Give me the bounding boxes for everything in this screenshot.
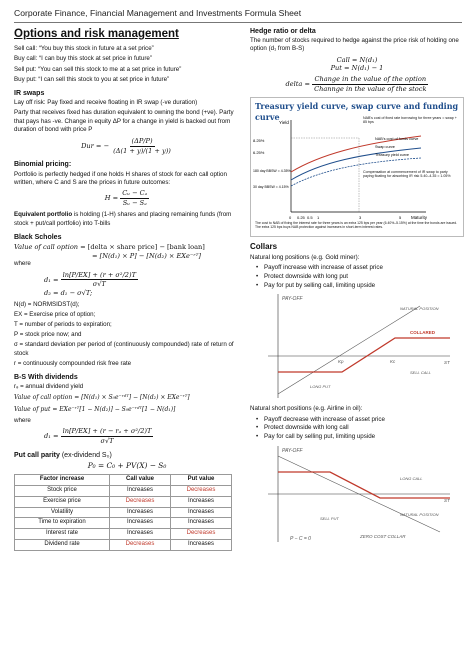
svg-text:P − C = 0: P − C = 0 (290, 535, 311, 542)
svg-text:COLLARED: COLLARED (410, 330, 435, 336)
table-row (15, 540, 232, 551)
option-type-list (14, 45, 240, 84)
bs-div-call: Value of call option = [N(d₁) × S₀e⁻ʳᵈᵀ] − [N(d₂) × EXe⁻ʳᵀ] (14, 394, 190, 402)
equiv-portfolio: Equivalent portfolio is holding (1-H) shares and placing remaining funds (from stock + put/call portfolio) into T-bills (14, 211, 232, 227)
d1-div-formula: d₁ = $\frac{\text{ln[P/EX] + (r − rₔ + σ²/2)T}}{\sigma√T}$ (44, 427, 152, 446)
bs-heading: Black Scholes (14, 233, 62, 241)
svg-text:NATURAL POSITION: NATURAL POSITION (400, 511, 439, 517)
d1-formula: d₁ = $\frac{\text{ln[P/EX] + (r + σ²/2)T}}{\sigma√T}$ (44, 270, 136, 289)
short-collar-sketch (250, 442, 464, 546)
yield-curve-figure (250, 97, 464, 237)
svg-text:ST: ST (444, 360, 450, 366)
factor-cell: Time to expiration (15, 518, 110, 529)
effect-cell: Decreases (170, 485, 231, 496)
effect-cell: Increases (170, 540, 231, 551)
bs-div-heading: B-S With dividends (14, 373, 78, 381)
hedge-heading: Hedge ratio or delta (250, 28, 316, 35)
svg-text:NATURAL POSITION: NATURAL POSITION (400, 306, 439, 312)
x-axis-label: Maturity (411, 215, 428, 221)
bs-div-put: Value of put = EXe⁻ʳᵀ[1 − N(d₂)] − S₀e⁻ʳᵈᵀ[1 − N(d₁)] (14, 406, 176, 414)
effect-cell: Increases (110, 507, 171, 518)
x-tick: 5 (399, 215, 402, 221)
effect-cell: Increases (170, 507, 231, 518)
right-column: Hedge ratio or delta The number of stocks required to hedge against the price risk of holding one option (d₁ from B-S) Call = N(d₁) Put = N(d₁) − 1 delta = $\frac{\text{Change in the value of the option}}{\text{Channge in the value of the stock}}$ Treasury yield curve, swap curve and funding curve Yield Maturity 8.25% 6.25% 180 day BBSW = 4.35% 30 day BBSW = 4.15% 0 0.25 0.5 1 3 5 NAB’s cost of fixed rate borrowing for three years = swap + 85 bps NAB’s cost of funds curve Swap curve Treasury yield curve Compensation at commencement of IR swap to party paying floating for absorbing IR risk 5.40–4.35 = 1.05% The cost to NAB of fixing the interest rate for three years is an extra 125 bps per year (6.40%–5.15%) at the time the bonds are issued. The extra 125 bps buys NAB protection against increases in short-term interest rates. Collars Natural long positions (e.g. Gold miner): • Payoff increase with increase of asset price • Protect downside with long put • Pay for put by selling call, limiting upside PAY-OFF NATURAL POSITION COLLARED Kp Kc ST SELL CALL LONG PUT Natural short positions (e.g. Airline in oil): • Payoff decrease with increase of asset price • Protect downside with long call • Pay for call by selling put, limiting upside PAY-OFF LONG CALL NATURAL POSITION SELL PUT ST ZERO COST COLLAR P − C = 0 (250, 27, 464, 549)
table-row (15, 518, 232, 529)
legend-item: NAB’s cost of funds curve (375, 137, 419, 142)
y-tick: 6.25% (253, 150, 265, 156)
y-tick: 30 day BBSW = 4.15% (253, 185, 289, 190)
factor-cell: Exercise price (15, 496, 110, 507)
option-type-line: Sell put: “You can sell this stock to me at a set price in future” (14, 65, 182, 73)
call-delta: Call = N(d₁) (336, 55, 378, 64)
irs-text: Party that receives fixed has duration equivalent to owning the bond (+ve). Party that pays has -ve. Change in equity ΔP for a change in yield is backed out from duration of bond with price P (14, 109, 234, 133)
bs-definitions: N(d) = NORMSIDST(d); EX = Exercise price of option; T = number of periods to expiration; P = stock price now; and σ = standard deviation per period of (continuously compounded) rate of return of stock r = continuously compounded risk free rate (14, 300, 234, 367)
left-column: Options and risk management Sell call: “You buy this stock in future at a set price” Buy call: “I can buy this stock at set price in future” Sell put: “You can sell this stock to me at a set price in future” Buy put: “I can sell this stock to you at set price in future” IR swaps Lay off risk: Pay fixed and receive floating in IR swap (-ve duration) Party that receives fixed has duration equivalent to owning the bond (+ve). Party that pays has -ve. Change in equity ΔP for a change in yield is backed out from duration of bond with price P Dur = − $\frac{(\Delta P/P)}{(\Delta(1 + y)/(1 + y))}$ Binomial pricing: Portfolio is perfectly hedged if one holds H shares of stock for each call option written, where C and S are the prices in future outcomes: H = $\frac{\text{Cᵤ − Cₔ}}{\text{Sᵤ − Sₔ}}$ Equivalent portfolio is holding (1-H) shares and placing remaining funds (from stock + put/call portfolio) into T-bills Black Scholes Value of call option = [delta × share price] − [bank loan] = [N(d₁) × P] − [N(d₂) × EXe⁻ʳᵀ] where d₁ = $\frac{\text{ln[P/EX] + (r + σ²/2)T}}{\sigma√T}$ d₂ = d₁ − σ√T; N(d) = NORMSIDST(d); EX = Exercise price of option; T = number of periods to expiration; P = stock price now; and σ = standard deviation per period of (continuously compounded) rate of return of stock r = continuously compounded risk free rate B-S With dividends rₔ = annual dividend yield Value of call option = [N(d₁) × S₀e⁻ʳᵈᵀ] − [N(d₂) × EXe⁻ʳᵀ] Value of put = EXe⁻ʳᵀ[1 − N(d₂)] − S₀e⁻ʳᵈᵀ[1 − N(d₁)] where d₁ = $\frac{\text{ln[P/EX] + (r − rₔ + σ²/2)T}}{\sigma√T}$ Put call parity (ex-dividend S₀) P₀ = C₀ + PV(X) − S₀ Factor increase Call value Put value Stock price Increases Decreases Exercise price Decreases Increases Volatility Increases Increases Time to expiration Increases Increases Interest rate Increases Decreases Dividend rate Decreases Increases (14, 27, 240, 551)
table-row (15, 496, 232, 507)
option-type-line: Sell call: “You buy this stock in future at a set price” (14, 45, 154, 53)
short-list: • Payoff decrease with increase of asset price • Protect downside with long call • Pay for call by selling put, limiting upside (250, 416, 464, 442)
d2-formula: d₂ = d₁ − σ√T; (44, 288, 93, 297)
factor-table: Factor increase Call value Put value Stock price Increases Decreases Exercise price Decreases Increases Volatility Increases Increases Time to expiration Increases Increases Interest rate Increases Decreases Dividend rate Decreases Increases (14, 474, 232, 551)
legend-item: Treasury yield curve (375, 153, 410, 158)
svg-text:Kp: Kp (338, 359, 344, 365)
delta-formula: delta = $\frac{\text{Change in the value of the option}}{\text{Channge in the value of the stock}}$ (285, 75, 427, 93)
factor-cell: Stock price (15, 485, 110, 496)
svg-text:PAY-OFF: PAY-OFF (282, 296, 303, 303)
yield-chart-title: Treasury yield curve, swap curve and funding curve (255, 101, 459, 122)
natural-line (278, 306, 420, 394)
x-tick: 1 (317, 215, 320, 221)
yield-curve-svg (251, 114, 463, 234)
effect-cell: Increases (110, 485, 171, 496)
table-row (15, 485, 232, 496)
x-tick: 0.25 (297, 215, 305, 221)
x-tick: 3 (359, 215, 362, 221)
x-tick: 0 (289, 215, 292, 221)
y-tick: 180 day BBSW = 4.35% (253, 169, 291, 174)
parity-heading: Put call parity (ex-dividend S₀) (14, 451, 112, 459)
option-type-line: Buy call: “I can buy this stock at set price in future” (14, 55, 152, 63)
factor-cell: Dividend rate (15, 540, 110, 551)
hedge-text: The number of stocks required to hedge against the price risk of holding one option (d₁ from B-S) (250, 37, 459, 53)
hedge-formula: H = $\frac{\text{Cᵤ − Cₔ}}{\text{Sᵤ − Sₔ}}$ (104, 188, 148, 207)
long-list: • Payoff increase with increase of asset price • Protect downside with long put • Pay for put by selling call, limiting upside (250, 264, 464, 290)
table-row (15, 529, 232, 540)
y-tick: 8.25% (253, 138, 265, 144)
chart-caption: The cost to NAB of fixing the interest rate for three years is an extra 125 bps per year (6.40%–5.15%) at the time the bonds are issued. The extra 125 bps buys NAB protection against increases in short-term interest rates. (255, 221, 458, 230)
note-mid: Compensation at commencement of IR swap to party paying floating for absorbing IR risk 5.40–4.35 = 1.05% (363, 170, 451, 179)
put-delta: Put = N(d₁) − 1 (330, 64, 384, 73)
effect-cell: Decreases (170, 529, 231, 540)
effect-cell: Increases (170, 496, 231, 507)
irs-heading: IR swaps (14, 89, 45, 97)
binomial-heading: Binomial pricing: (14, 161, 72, 169)
long-collar-sketch (250, 290, 464, 402)
effect-cell: Increases (110, 518, 171, 529)
svg-text:ZERO COST COLLAR: ZERO COST COLLAR (360, 533, 406, 539)
page-header: Corporate Finance, Financial Management and Investments Formula Sheet (14, 8, 462, 23)
section-title: Options and risk management (14, 28, 179, 40)
x-tick: 0.5 (307, 215, 313, 221)
y-axis-label: Yield (279, 120, 289, 126)
binomial-text: Portfolio is perfectly hedged if one holds H shares of stock for each call option written, where C and S are the prices in future outcomes: (14, 170, 227, 186)
note-top: NAB’s cost of fixed rate borrowing for three years = swap + 85 bps (363, 116, 457, 125)
bs-formula: Value of call option = [delta × share price] − [bank loan] = [N(d₁) × P] − [N(d₂) × EXe⁻ʳᵀ] (14, 242, 205, 260)
effect-cell: Increases (170, 518, 231, 529)
parity-formula: P₀ = C₀ + PV(X) − S₀ (87, 461, 167, 471)
irs-text: Lay off risk: Pay fixed and receive floating in IR swap (-ve duration) (14, 99, 198, 107)
table-row (15, 507, 232, 518)
factor-cell: Volatility (15, 507, 110, 518)
effect-cell: Decreases (110, 496, 171, 507)
svg-text:PAY-OFF: PAY-OFF (282, 447, 303, 454)
effect-cell: Increases (110, 529, 171, 540)
svg-text:ST: ST (444, 497, 450, 503)
svg-text:SELL CALL: SELL CALL (410, 370, 431, 376)
collars-heading: Collars (250, 242, 278, 252)
option-type-line: Buy put: “I can sell this stock to you at set price in future” (14, 75, 170, 83)
collared-line (278, 338, 450, 372)
legend-item: Swap curve (375, 145, 395, 150)
svg-text:LONG PUT: LONG PUT (310, 384, 331, 390)
factor-cell: Interest rate (15, 529, 110, 540)
effect-cell: Decreases (110, 540, 171, 551)
svg-text:SELL PUT: SELL PUT (320, 515, 339, 521)
svg-text:LONG CALL: LONG CALL (400, 475, 423, 481)
duration-formula: Dur = − $\frac{(\Delta P/P)}{(\Delta(1 + y)/(1 + y))}$ (81, 136, 171, 155)
svg-text:Kc: Kc (390, 359, 396, 365)
